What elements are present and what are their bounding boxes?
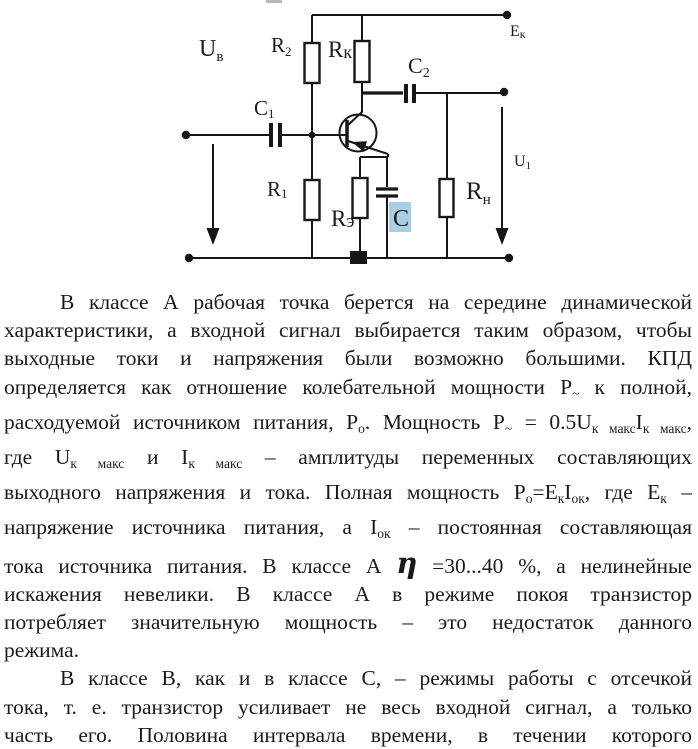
cropped-text-fragment: [266, 0, 282, 3]
text-run: характеристики, а входной сигнал выбирается таким образом, чтобы: [4, 318, 692, 343]
text-line: [4, 721, 692, 749]
ground-block: [350, 251, 367, 264]
text-line: [4, 408, 692, 443]
text-line: [4, 478, 692, 513]
label-c2: C2: [408, 53, 430, 81]
text-body: [4, 288, 692, 749]
text-line: [4, 443, 692, 478]
label-ek: Eк: [510, 23, 526, 41]
text-run: где U: [4, 445, 71, 470]
text-run: –: [666, 480, 693, 505]
text-run: =E: [532, 480, 558, 505]
text-run: определяется как отношение колебательной мощности P: [4, 374, 573, 399]
capacitor-c2: [406, 84, 414, 103]
text-run: к полной,: [579, 374, 692, 399]
text-line: [4, 288, 692, 316]
label-rk: Rк: [328, 37, 353, 62]
output-voltage-arrowhead-icon: [496, 228, 509, 245]
subscript-run: ~: [572, 385, 580, 401]
text-run: =30...40 %, а нелинейные: [417, 553, 692, 578]
label-c1: C1: [254, 96, 275, 121]
text-run: I: [564, 480, 572, 505]
resistor-rn: [440, 179, 454, 217]
resistors: [305, 41, 454, 220]
node-ground-left: [185, 254, 193, 262]
node-output: [500, 88, 508, 96]
text-run: ,: [686, 409, 693, 434]
voltage-arrows: [207, 107, 509, 245]
text-run: тока, т. е. транзистор усиливает не весь входной сигнал, а только: [4, 694, 692, 719]
text-run: В классе В, как и в классе С, – режимы работы с отсечкой: [60, 666, 692, 691]
label-r2: R2: [271, 33, 292, 59]
text-run: , где E: [584, 480, 661, 505]
text-line: [4, 636, 692, 664]
subscript-run: к макс: [188, 456, 243, 472]
subscript-run: о: [525, 491, 533, 507]
text-run: напряжение источника питания, а I: [4, 515, 378, 540]
text-run: В классе А рабочая точка берется на середине динамической: [60, 290, 692, 314]
text-run: выходные токи и напряжения были возможно большими. КПД: [4, 346, 692, 371]
text-run: тока источника питания. В классе А: [4, 553, 397, 578]
subscript-run: к макс: [70, 456, 125, 472]
label-c-bypass: C: [393, 206, 410, 232]
text-line: [4, 545, 692, 580]
text-run: и I: [124, 445, 189, 470]
wire-collector: [348, 93, 362, 125]
label-re: Rэ: [331, 206, 355, 232]
node-base: [309, 132, 316, 139]
node-input: [182, 131, 190, 139]
subscript-run: к макс: [642, 420, 687, 436]
input-voltage-arrowhead-icon: [207, 228, 220, 245]
text-run: – постоянная составляющая: [390, 515, 692, 540]
label-u-in: $U_в$: [199, 36, 224, 65]
node-ground-right: [505, 254, 513, 262]
text-run: потребляет значительную мощность – это недостаток данного: [4, 610, 692, 635]
text-run: расходуемой источником питания, P: [4, 409, 359, 434]
resistor-r2: [305, 43, 320, 83]
text-run: часть его. Половина интервала времени, в течении которого: [4, 722, 692, 747]
capacitor-c-bypass: [376, 189, 398, 196]
text-run: выходного напряжения и тока. Полная мощность P: [4, 480, 526, 505]
text-run: = 0.5U: [512, 409, 592, 434]
text-line: [4, 580, 692, 608]
text-run: искажения невелики. В классе А в режиме покоя транзистор: [4, 581, 692, 606]
text-line: [4, 608, 692, 636]
resistor-r1: [305, 180, 320, 220]
text-line: [4, 344, 692, 372]
text-line: [4, 373, 692, 408]
text-line: [4, 316, 692, 344]
label-u-out: U1: [514, 153, 532, 172]
text-run: I: [635, 409, 643, 434]
transistor: [340, 115, 377, 152]
text-line: [4, 664, 692, 692]
subscript-run: ок: [377, 526, 391, 542]
resistor-re: [353, 178, 368, 218]
subscript-run: к макс: [591, 420, 636, 436]
eta-symbol: η: [396, 545, 418, 580]
capacitor-c1: [271, 123, 280, 147]
resistor-rk: [355, 41, 370, 82]
label-r1: R1: [267, 177, 288, 201]
text-line: [4, 693, 692, 721]
subscript-run: ок: [571, 491, 585, 507]
subscript-run: к: [557, 491, 565, 507]
label-rn: $R_н$: [466, 178, 491, 208]
subscript-run: к: [660, 491, 667, 507]
text-line: [4, 513, 692, 548]
text-run: . Мощность P: [364, 409, 505, 434]
text-run: режима.: [4, 638, 80, 663]
node-ek: [503, 11, 511, 19]
circuit-figure: [0, 0, 698, 280]
subscript-run: о: [358, 420, 365, 436]
text-run: – амплитуды переменных составляющих: [242, 445, 693, 470]
subscript-run: ~: [504, 420, 513, 436]
